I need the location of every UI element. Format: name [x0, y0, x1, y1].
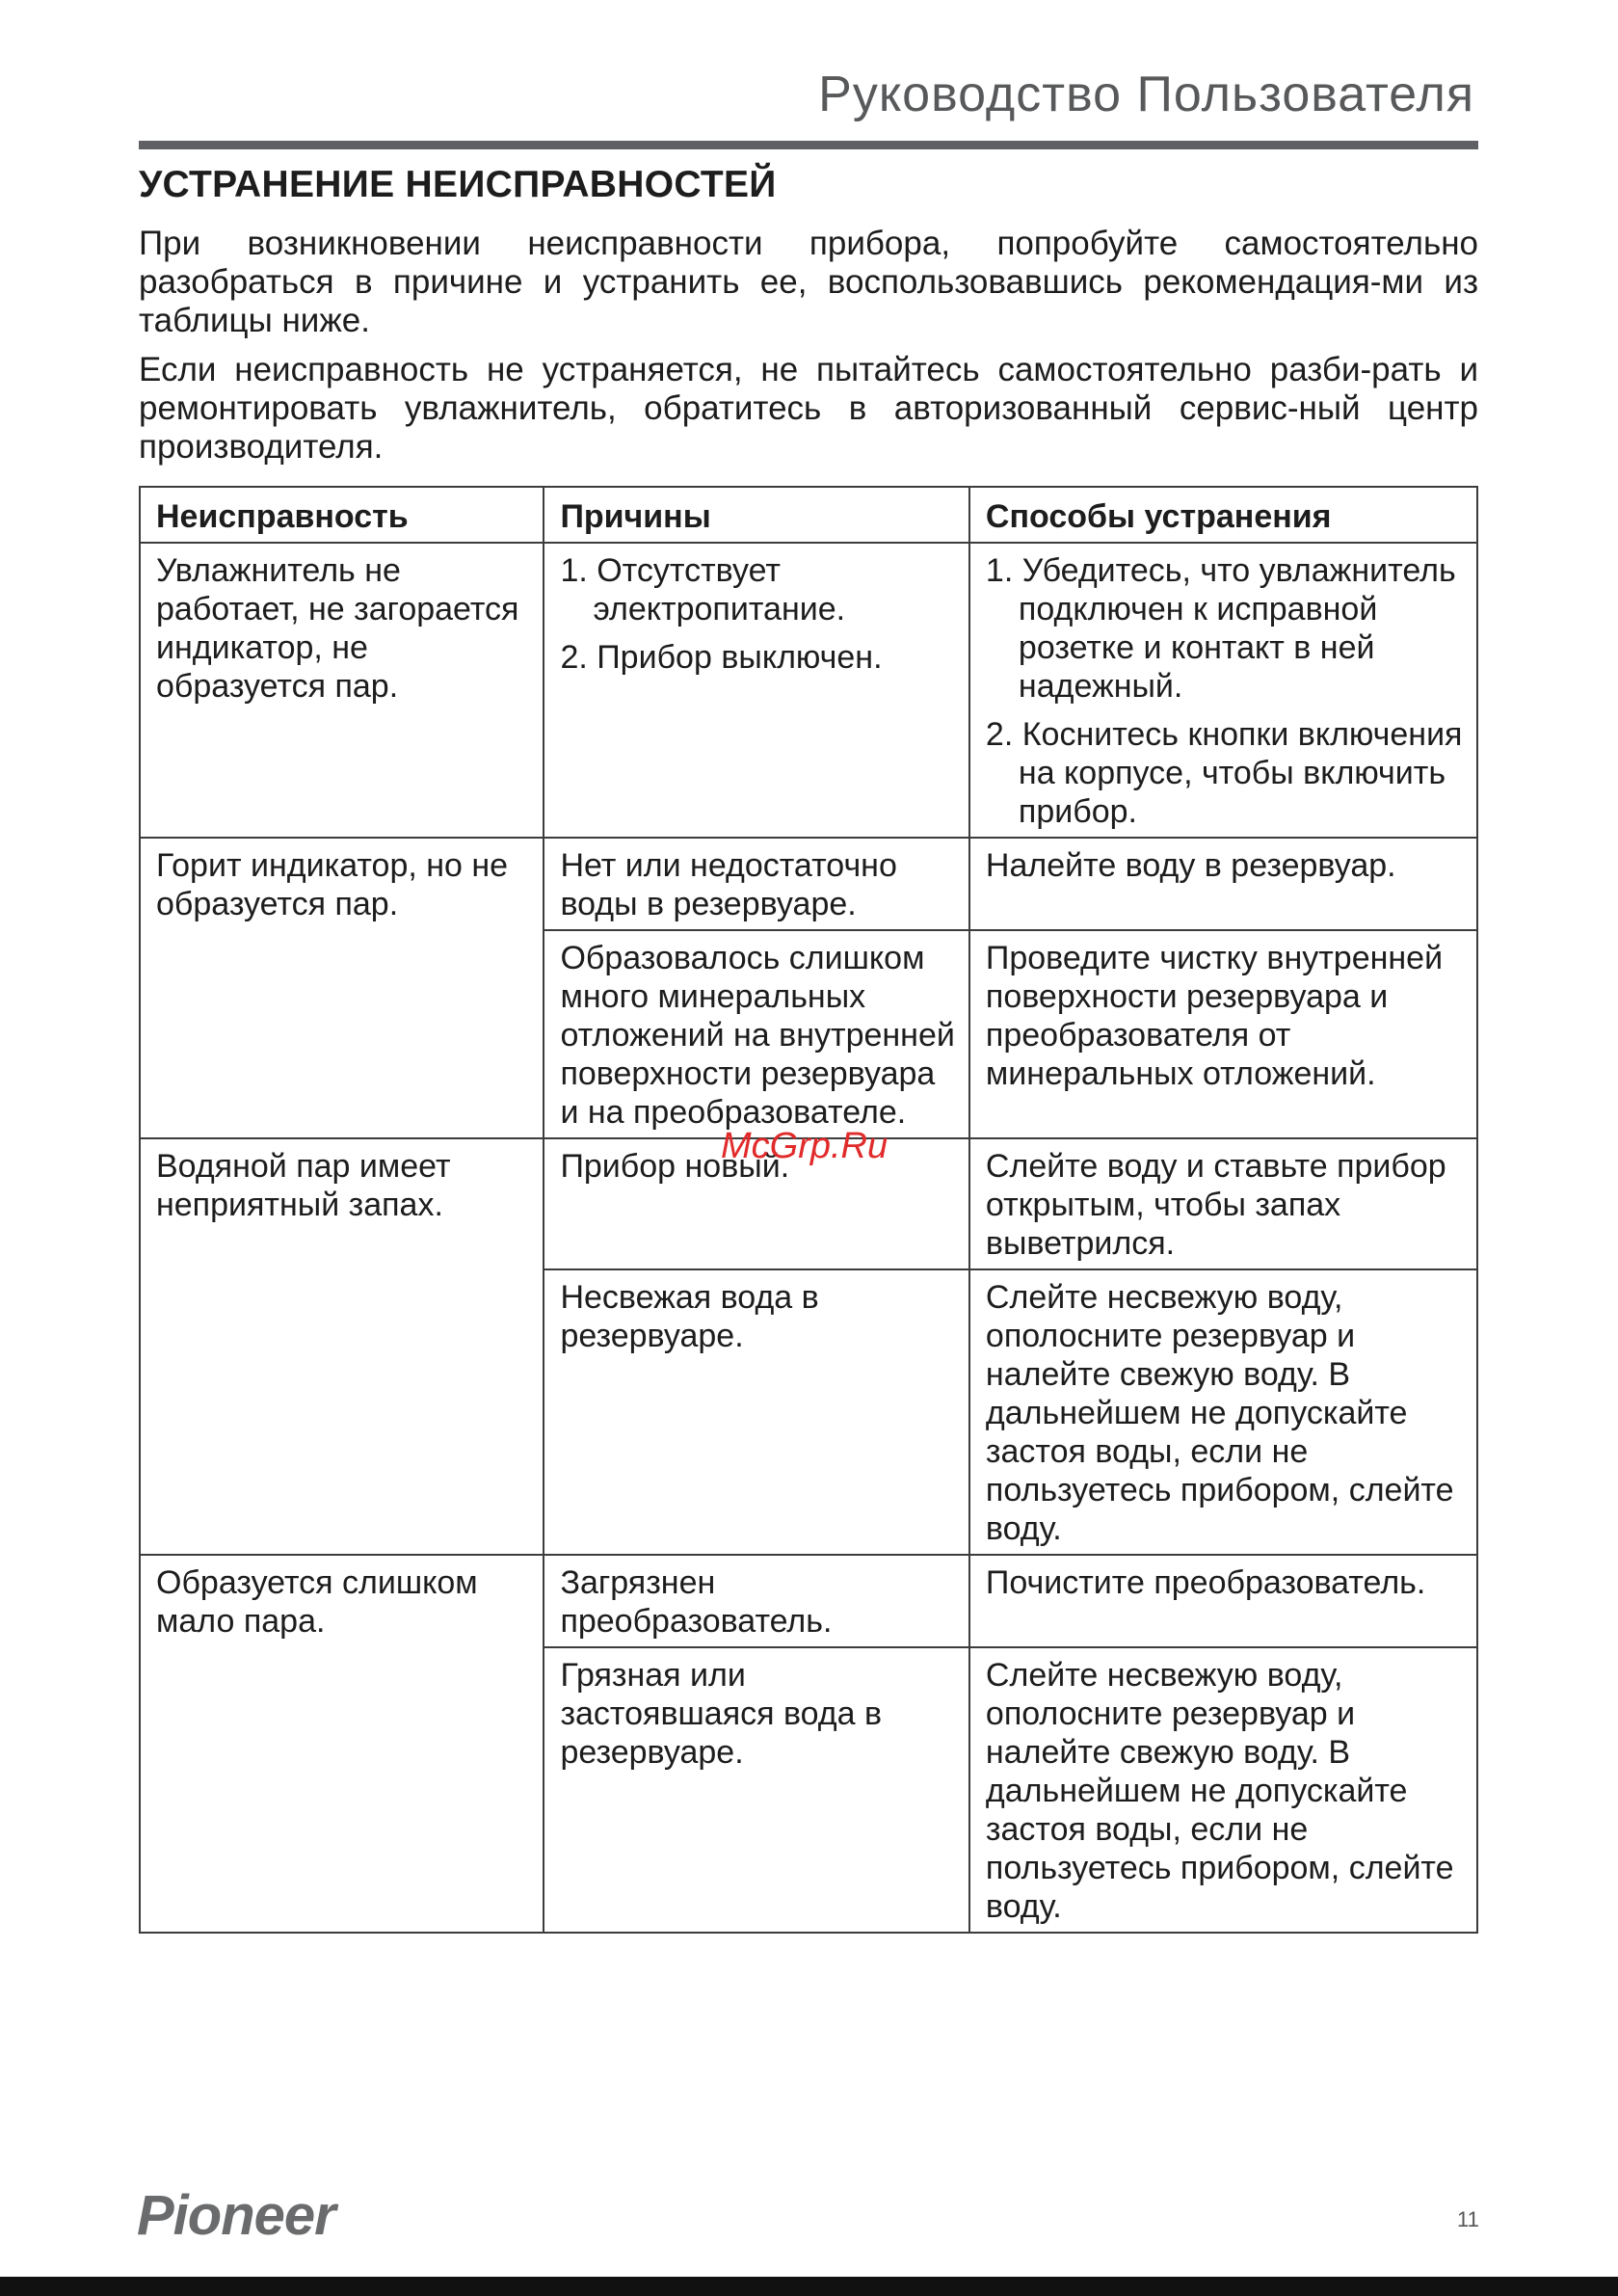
column-header-problem: Неисправность: [140, 487, 544, 543]
solution-cell: Слейте несвежую воду, ополосните резервуар и налейте свежую воду. В дальнейшем не допускайте застоя воды, если не пользуетесь прибором, слейте воду.: [969, 1269, 1477, 1555]
header-title: Руководство Пользователя: [818, 67, 1474, 122]
solution-cell: Слейте несвежую воду, ополосните резервуар и налейте свежую воду. В дальнейшем не допускайте застоя воды, если не пользуетесь прибором, слейте воду.: [969, 1647, 1477, 1933]
problem-cell: Водяной пар имеет неприятный запах.: [140, 1138, 544, 1555]
troubleshooting-table: [139, 486, 1478, 1934]
cause-cell: Образовалось слишком много минеральных отложений на внутренней поверхности резервуара и на преобразователе.: [544, 930, 968, 1138]
solution-item: 2. Коснитесь кнопки включения на корпусе, чтобы включить прибор.: [985, 716, 1463, 830]
cause-cell: Загрязнен преобразователь.: [544, 1555, 968, 1647]
pioneer-logo: Pioneer: [137, 2184, 335, 2247]
table-row: [140, 1555, 1477, 1647]
solution-cell: Слейте воду и ставьте прибор открытым, чтобы запах выветрился.: [969, 1138, 1477, 1269]
column-header-solutions: Способы устранения: [969, 487, 1477, 543]
problem-cell: Образуется слишком мало пара.: [140, 1555, 544, 1933]
problem-cell: Горит индикатор, но не образуется пар.: [140, 838, 544, 1138]
page-header: [139, 58, 1478, 149]
solution-cell: Проведите чистку внутренней поверхности резервуара и преобразователя от минеральных отложений.: [969, 930, 1477, 1138]
bottom-edge-bar: [0, 2277, 1618, 2296]
page-number: 11: [1457, 2207, 1479, 2231]
intro-paragraph-1: При возникновении неисправности прибора, попробуйте самостоятельно разобраться в причине и устранить ее, воспользовавшись рекомендация-ми из таблицы ниже.: [139, 225, 1478, 339]
cause-cell: Прибор новый.: [544, 1138, 968, 1269]
solution-cell: Почистите преобразователь.: [969, 1555, 1477, 1647]
cause-item: 2. Прибор выключен.: [560, 639, 883, 676]
causes-cell: [544, 543, 968, 838]
table-row: [140, 543, 1477, 838]
table-row: [140, 838, 1477, 930]
intro-paragraph-2: Если неисправность не устраняется, не пытайтесь самостоятельно разби-рать и ремонтировать увлажнитель, обратитесь в авторизованный сервис-ный центр производителя.: [139, 351, 1478, 466]
cause-cell: Грязная или застоявшаяся вода в резервуаре.: [544, 1647, 968, 1933]
column-header-causes: Причины: [544, 487, 968, 543]
table-header-row: [140, 487, 1477, 543]
cause-cell: Нет или недостаточно воды в резервуаре.: [544, 838, 968, 930]
watermark: McGrp.Ru: [721, 1126, 889, 1166]
problem-cell: Увлажнитель не работает, не загорается индикатор, не образуется пар.: [140, 543, 544, 838]
solution-item: 1. Убедитесь, что увлажнитель подключен к исправной розетке и контакт в ней надежный.: [985, 552, 1456, 705]
cause-item: 1. Отсутствует электропитание.: [560, 552, 846, 627]
solution-cell: Налейте воду в резервуар.: [969, 838, 1477, 930]
solutions-cell: [969, 543, 1477, 838]
cause-cell: Несвежая вода в резервуаре.: [544, 1269, 968, 1555]
section-title: УСТРАНЕНИЕ НЕИСПРАВНОСТЕЙ: [139, 164, 777, 205]
